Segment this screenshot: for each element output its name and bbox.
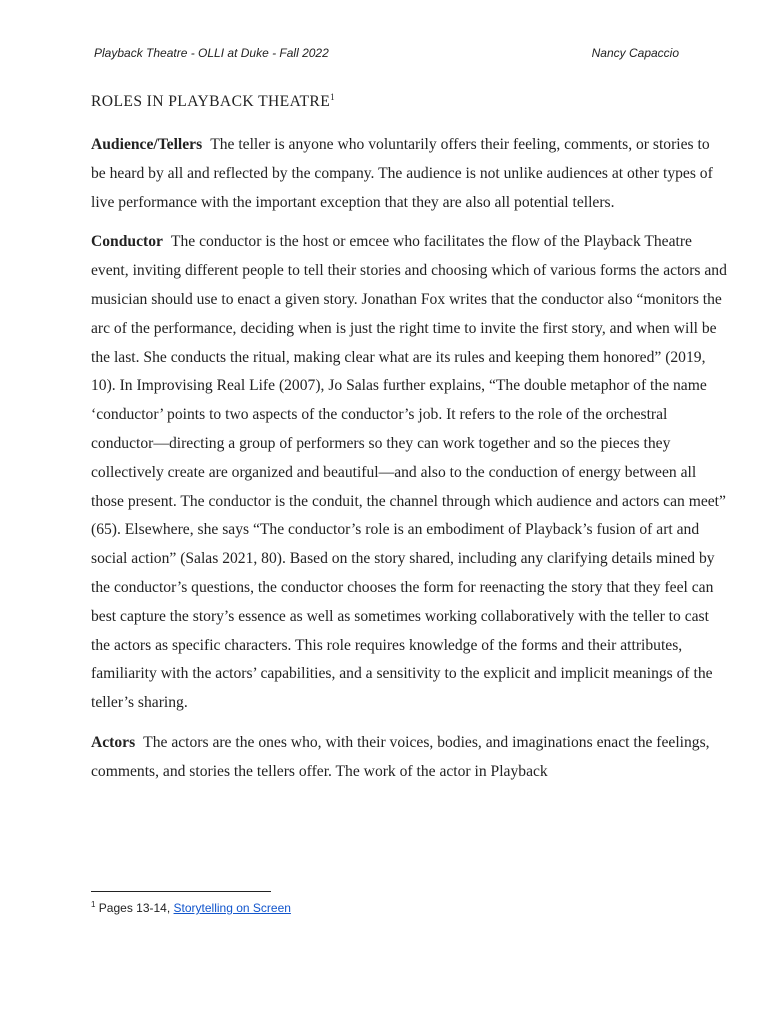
header-author: Nancy Capaccio bbox=[591, 46, 679, 60]
paragraph-body: The actors are the ones who, with their voices, bodies, and imaginations enact the feelings, comments, and stories the tellers offer. The work of the actor in Playback bbox=[91, 733, 710, 780]
paragraph-body: The conductor is the host or emcee who facilitates the flow of the Playback Theatre event, inviting different people to tell their stories and choosing which of various forms the actors and musician should use to enact a given story. Jonathan Fox writes that the conductor also “monitors the arc of the performance, deciding when is just the right time to invite the first story, and when will be the last. She conducts the ritual, making clear what are its rules and keeping them honored” (2019, 10). In Improvising Real Life (2007), Jo Salas further explains, “The double metaphor of the name ‘conductor’ points to two aspects of the conductor’s job. It refers to the role of the orchestral conductor—directing a group of performers so they can work together and so the pieces they collectively create are organized and beautiful—and also to the conduction of energy between all those present. The conductor is the conduit, the channel through which audience and actors can meet” (65). Elsewhere, she says “The conductor’s role is an embodiment of Playback’s fusion of art and social action” (Salas 2021, 80). Based on the story shared, including any clarifying details mined by the conductor’s questions, the conductor chooses the form for reenacting the story that they feel can best capture the story’s essence as well as sometimes working collaboratively with the teller to cast the actors as specific characters. This role requires knowledge of the forms and their attributes, familiarity with the actors’ capabilities, and a sensitivity to the explicit and implicit meanings of the teller’s sharing. bbox=[91, 233, 727, 712]
paragraph-body: The teller is anyone who voluntarily offers their feeling, comments, or stories to be heard by all and reflected by the company. The audience is not unlike audiences at other types of live performance with the important exception that they are also all potential tellers. bbox=[91, 136, 713, 211]
footnote-link[interactable]: Storytelling on Screen bbox=[173, 901, 291, 915]
header-course-title: Playback Theatre - OLLI at Duke - Fall 2022 bbox=[94, 46, 329, 60]
footnote-reference[interactable]: 1 bbox=[330, 91, 336, 102]
document-body bbox=[91, 90, 727, 798]
term-audience-tellers: Audience/Tellers bbox=[91, 136, 203, 153]
section-title bbox=[91, 90, 727, 114]
footnote-number: 1 bbox=[91, 900, 96, 909]
paragraph-actors bbox=[91, 729, 727, 787]
footnote-separator bbox=[91, 891, 271, 892]
term-actors: Actors bbox=[91, 733, 136, 751]
section-title-text: ROLES IN PLAYBACK THEATRE bbox=[91, 93, 331, 110]
footnote bbox=[91, 900, 291, 915]
paragraph-audience-tellers bbox=[91, 131, 727, 217]
page-header bbox=[94, 46, 679, 64]
paragraph-conductor bbox=[91, 228, 727, 718]
footnote-text: Pages 13-14, bbox=[98, 901, 171, 915]
term-conductor: Conductor bbox=[91, 233, 163, 251]
